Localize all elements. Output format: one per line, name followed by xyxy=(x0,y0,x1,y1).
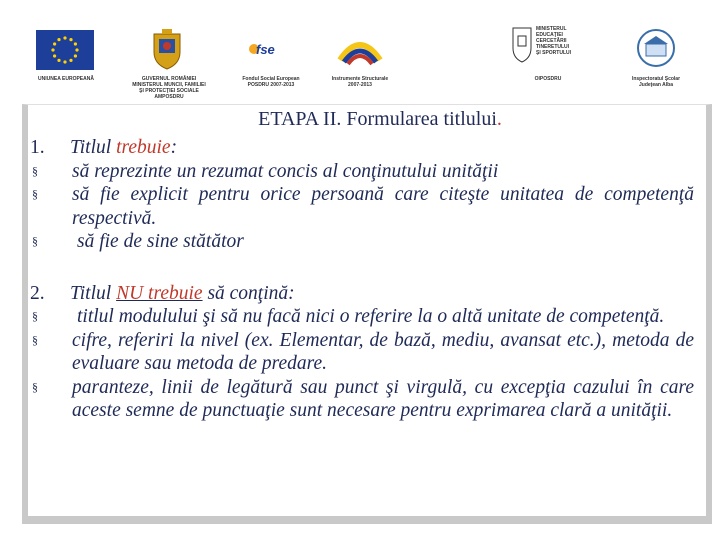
ministry-crest-icon xyxy=(510,24,534,64)
structural-caption: Instrumente Structurale 2007-2013 xyxy=(331,76,389,88)
bullet-icon: § xyxy=(32,379,38,394)
fse-logo xyxy=(246,36,286,62)
section1-heading-post: : xyxy=(170,137,178,158)
bullet-icon: § xyxy=(32,234,38,248)
list-item xyxy=(30,183,694,230)
svg-text:fse: fse xyxy=(256,42,275,57)
inspectorate-logo xyxy=(636,28,676,68)
fse-caption: Fondul Social European POSDRU 2007-2013 xyxy=(242,76,300,88)
section2-heading-post: să conţină: xyxy=(202,282,295,304)
section1-heading-pre: Titlul xyxy=(70,137,117,158)
title-text: ETAPA II. Formularea titlului xyxy=(258,108,497,130)
list-item-text: să reprezinte un rezumat concis al conţinutului unităţii xyxy=(72,160,499,182)
section1-number: 1. xyxy=(30,137,45,158)
bullet-icon: § xyxy=(32,163,38,178)
list-item xyxy=(30,305,694,329)
list-item-text: titlul modulului şi să nu facă nici o referire la o altă unitate de competenţă. xyxy=(77,306,665,327)
ministry-education-logo: MINISTERUL EDUCAŢIEI CERCETĂRII TINERETULUI ŞI SPORTULUI xyxy=(536,26,572,56)
government-caption: GUVERNUL ROMÂNIEI MINISTERUL MUNCII, FAMILIEI ŞI PROTECŢIEI SOCIALE AMPOSDRU xyxy=(132,76,206,100)
page-title xyxy=(0,108,720,131)
section2-heading-pre: Titlul xyxy=(70,282,117,304)
section2-heading-emphasis: NU trebuie xyxy=(116,282,203,304)
bullet-icon: § xyxy=(32,309,38,323)
section1-heading xyxy=(30,136,694,160)
inspectorate-caption: Inspectoratul Şcolar Judeţean Alba xyxy=(631,76,681,88)
list-item-text: paranteze, linii de legătură sau punct şi virgulă, cu excepţia cazului în care aceste semne de punctuaţie sunt necesare pentru exprimarea clară a unităţii. xyxy=(72,376,694,421)
logo-header xyxy=(0,0,720,104)
eu-caption: UNIUNEA EUROPEANĂ xyxy=(38,76,94,82)
list-item xyxy=(30,160,694,184)
section2-heading xyxy=(30,282,694,306)
oiposdru-caption: OIPOSDRU xyxy=(534,76,562,82)
list-item-text: să fie explicit pentru orice persoană care citeşte unitatea de competenţă respectivă. xyxy=(72,184,694,229)
government-crest-logo xyxy=(150,28,184,70)
slide-content xyxy=(30,136,694,423)
structural-instruments-logo xyxy=(334,30,386,70)
eu-flag-logo xyxy=(36,30,94,70)
title-dot: . xyxy=(496,108,502,130)
list-item-text: să fie de sine stătător xyxy=(77,231,244,252)
bullet-icon: § xyxy=(32,187,38,201)
bullet-icon: § xyxy=(32,332,38,347)
section1-heading-emphasis: trebuie xyxy=(116,137,171,158)
list-item xyxy=(30,329,694,376)
list-item-text: cifre, referiri la nivel (ex. Elementar, de bază, mediu, avansat etc.), metoda de evaluare sau metoda de predare. xyxy=(72,329,694,374)
list-item xyxy=(30,230,694,254)
list-item xyxy=(30,376,694,423)
section2-number: 2. xyxy=(30,282,45,304)
